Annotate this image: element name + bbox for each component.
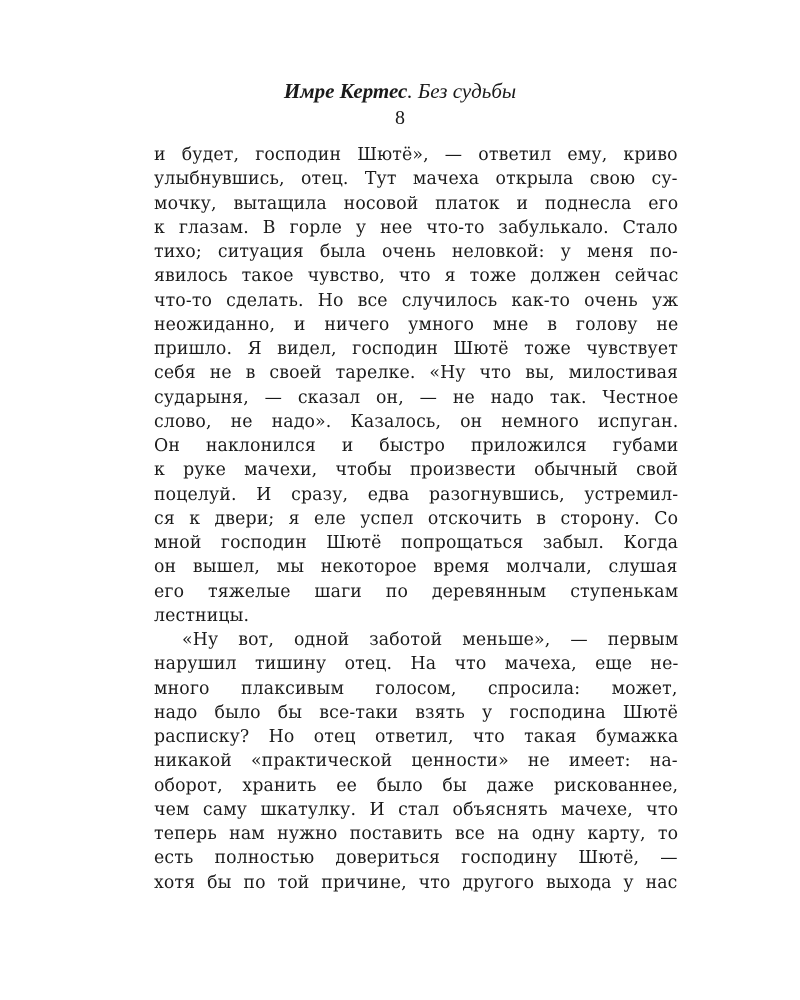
text-line: и будет, господин Шютё», — ответил ему, криво — [154, 145, 678, 165]
text-line: хотя бы по той причине, что другого выхода у нас — [154, 872, 678, 893]
header-book-title: Без судьбы — [417, 79, 517, 103]
text-line: нарушил тишину отец. На что мачеха, еще не- — [154, 654, 679, 675]
text-line: «Ну вот, одной заботой меньше», — первым — [182, 630, 679, 650]
text-line: поцелуй. И сразу, едва разогнувшись, устремил- — [154, 484, 679, 505]
text-line: слово, не надо». Казалось, он немного испуган. — [154, 411, 679, 432]
text-line: мочку, вытащила носовой платок и поднесла его — [154, 193, 679, 214]
text-line: он вышел, мы некоторое время молчали, слушая — [154, 557, 678, 578]
text-line: ся к двери; я еле успел отскочить в сторону. Со — [154, 508, 679, 529]
text-line: к глазам. В горле у нее что-то забулькало. Стало — [154, 217, 678, 238]
text-line: пришло. Я видел, господин Шютё тоже чувствует — [154, 339, 678, 359]
page-number: 8 — [395, 107, 405, 129]
header-author: Имре Кертес — [283, 79, 408, 103]
text-line: его тяжелые шаги по деревянным ступенькам — [154, 581, 679, 602]
text-line: лестницы. — [154, 605, 250, 626]
text-line: есть полностью довериться господину Шютё, — — [154, 848, 678, 869]
body-text — [154, 143, 678, 895]
text-line: явилось такое чувство, что я тоже должен сейчас — [154, 266, 679, 287]
text-line: расписку? Но отец ответил, что такая бумажка — [154, 727, 679, 747]
text-line: улыбнувшись, отец. Тут мачеха открыла свою су- — [154, 169, 678, 190]
text-line: теперь нам нужно поставить все на одну карту, то — [154, 824, 679, 844]
running-header — [0, 78, 800, 104]
text-line: чем саму шкатулку. И стал объяснять мачехе, что — [154, 799, 679, 820]
text-line: мной господин Шютё попрощаться забыл. Когда — [154, 533, 679, 553]
text-line: неожиданно, и ничего умного мне в голову не — [154, 314, 679, 335]
text-line: себя не в своей тарелке. «Ну что вы, милостивая — [154, 363, 679, 384]
text-line: надо было бы все-таки взять у господина Шютё — [154, 702, 679, 723]
text-line: тихо; ситуация была очень неловкой: у меня по- — [154, 242, 679, 262]
text-line: оборот, хранить ее было бы даже рискованнее, — [154, 775, 679, 796]
text-line: много плаксивым голосом, спросила: может, — [154, 678, 678, 699]
header-separator: . — [407, 79, 418, 103]
text-line: Он наклонился и быстро приложился губами — [154, 436, 679, 456]
text-line: к руке мачехи, чтобы произвести обычный свой — [154, 460, 679, 481]
text-line: никакой «практической ценности» не имеет: на- — [154, 751, 678, 772]
text-line: что-то сделать. Но все случилось как-то очень уж — [154, 290, 679, 311]
text-line: сударыня, — сказал он, — не надо так. Честное — [154, 387, 679, 408]
